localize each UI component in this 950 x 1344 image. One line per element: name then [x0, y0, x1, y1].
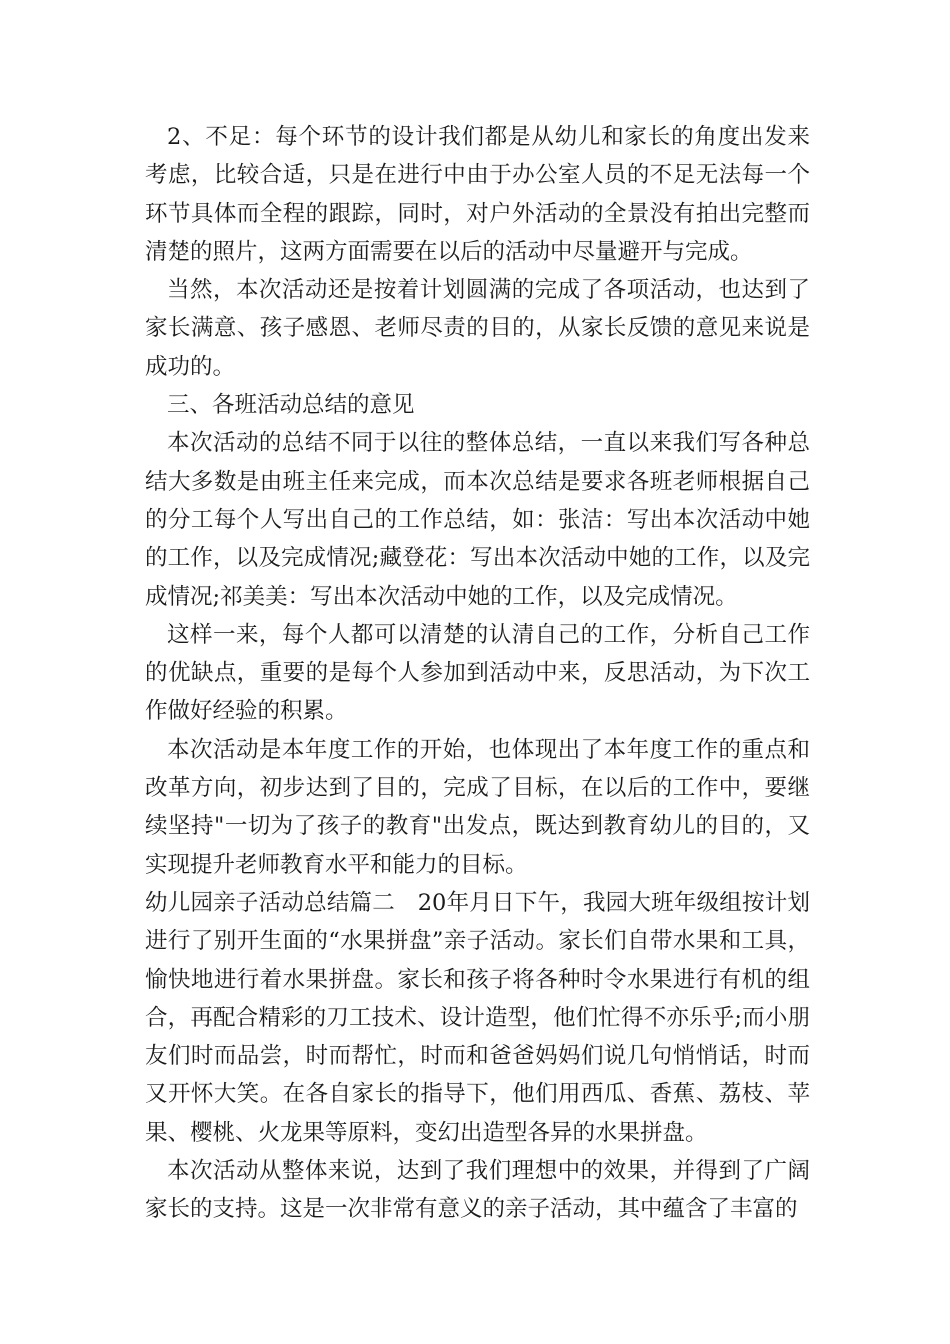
- document-body: [145, 118, 810, 1229]
- section-heading-class-summary: 三、各班活动总结的意见: [167, 392, 415, 419]
- paragraph-summary-method: 本次活动的总结不同于以往的整体总结，一直以来我们写各种总结大多数是由班主任来完成，而本次总结是要求各班老师根据自己的分工每个人写出自己的工作总结，如：张洁：写出本次活动中她的工作，以及完成情况;藏登花：写出本次活动中她的工作，以及完成情况;祁美美：写出本次活动中她的工作，以及完成情况。: [145, 430, 810, 610]
- paragraph-year-start: 本次活动是本年度工作的开始，也体现出了本年度工作的重点和改革方向，初步达到了目的，完成了目标，在以后的工作中，要继续坚持"一切为了孩子的教育"出发点，既达到教育幼儿的目的，又实现提升老师教育水平和能力的目标。: [145, 736, 810, 878]
- paragraph-conclusion: 当然，本次活动还是按着计划圆满的完成了各项活动，也达到了家长满意、孩子感恩、老师尽责的目的，从家长反馈的意见来说是成功的。: [145, 277, 810, 380]
- paragraph-benefits: 这样一来，每个人都可以清楚的认清自己的工作，分析自己工作的优缺点，重要的是每个人参加到活动中来，反思活动，为下次工作做好经验的积累。: [145, 621, 810, 725]
- paragraph-shortcomings: 2、不足：每个环节的设计我们都是从幼儿和家长的角度出发来考虑，比较合适，只是在进行中由于办公室人员的不足无法每一个环节具体而全程的跟踪，同时，对户外活动的全景没有拍出完整而清楚的照片，这两方面需要在以后的活动中尽量避开与完成。: [145, 124, 810, 265]
- paragraph-article-two: 幼儿园亲子活动总结篇二 20年月日下午，我园大班年级组按计划进行了别开生面的“水果拼盘”亲子活动。家长们自带水果和工具，愉快地进行着水果拼盘。家长和孩子将各种时令水果进行有机的组合，再配合精彩的刀工技术、设计造型，他们忙得不亦乐乎;而小朋友们时而品尝，时而帮忙，时而和爸爸妈妈们说几句悄悄话，时而又开怀大笑。在各自家长的指导下，他们用西瓜、香蕉、荔枝、苹果、樱桃、火龙果等原料，变幻出造型各异的水果拼盘。: [145, 889, 810, 1146]
- paragraph-overall-effect: 本次活动从整体来说，达到了我们理想中的效果，并得到了广阔家长的支持。这是一次非常有意义的亲子活动，其中蕴含了丰富的: [145, 1158, 810, 1223]
